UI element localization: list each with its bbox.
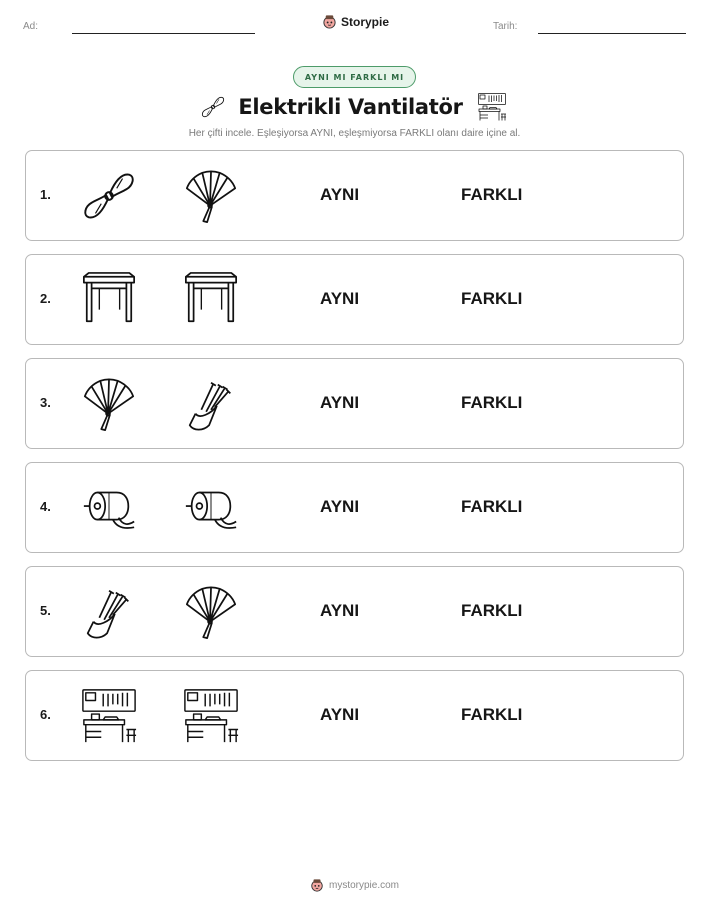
- workbench-icon: [80, 687, 138, 745]
- brand-logo: [322, 14, 389, 29]
- hand-fan-icon: [182, 583, 240, 641]
- storypie-logo-icon: [322, 14, 337, 29]
- worksheet-title: Elektrikli Vantilatör: [238, 95, 463, 119]
- question-number: 2.: [40, 291, 51, 306]
- question-row-1: [25, 150, 684, 241]
- same-option[interactable]: AYNI: [320, 497, 360, 516]
- question-number: 6.: [40, 707, 51, 722]
- question-number: 1.: [40, 187, 51, 202]
- propeller-icon: [80, 167, 138, 225]
- instruction-text: Her çifti incele. Eşleşiyorsa AYNI, eşleşmiyorsa FARKLI olanı daire içine al.: [188, 128, 521, 139]
- electric-motor-icon: [80, 479, 138, 537]
- question-row-5: [25, 566, 684, 657]
- question-row-3: [25, 358, 684, 449]
- different-option[interactable]: FARKLI: [461, 185, 523, 204]
- name-label: Ad:: [23, 21, 39, 32]
- date-label: Tarih:: [493, 21, 518, 32]
- question-number: 5.: [40, 603, 51, 618]
- question-row-4: [25, 462, 684, 553]
- storypie-logo-icon: [310, 878, 324, 892]
- date-blank-line[interactable]: [538, 33, 686, 34]
- same-option[interactable]: AYNI: [320, 289, 360, 308]
- workbench-icon: [475, 92, 509, 122]
- same-option[interactable]: AYNI: [320, 185, 360, 204]
- worksheet-tag: AYNI MI FARKLI MI: [293, 66, 416, 88]
- electric-motor-icon: [182, 479, 240, 537]
- footer-site: mystorypie.com: [328, 879, 399, 891]
- question-number: 4.: [40, 499, 51, 514]
- workbench-icon: [182, 687, 240, 745]
- wire-bundle-icon: [182, 375, 240, 433]
- hand-fan-icon: [80, 375, 138, 433]
- brand-name: Storypie: [341, 14, 390, 29]
- propeller-icon: [200, 94, 226, 120]
- table-icon: [80, 271, 138, 329]
- question-row-2: [25, 254, 684, 345]
- same-option[interactable]: AYNI: [320, 393, 360, 412]
- different-option[interactable]: FARKLI: [461, 601, 523, 620]
- name-blank-line[interactable]: [72, 33, 255, 34]
- question-number: 3.: [40, 395, 51, 410]
- title-row: [0, 92, 709, 122]
- hand-fan-icon: [182, 167, 240, 225]
- question-row-6: [25, 670, 684, 761]
- same-option[interactable]: AYNI: [320, 601, 360, 620]
- different-option[interactable]: FARKLI: [461, 705, 523, 724]
- wire-bundle-icon: [80, 583, 138, 641]
- table-icon: [182, 271, 240, 329]
- different-option[interactable]: FARKLI: [461, 289, 523, 308]
- footer: [0, 878, 709, 892]
- different-option[interactable]: FARKLI: [461, 393, 523, 412]
- same-option[interactable]: AYNI: [320, 705, 360, 724]
- different-option[interactable]: FARKLI: [461, 497, 523, 516]
